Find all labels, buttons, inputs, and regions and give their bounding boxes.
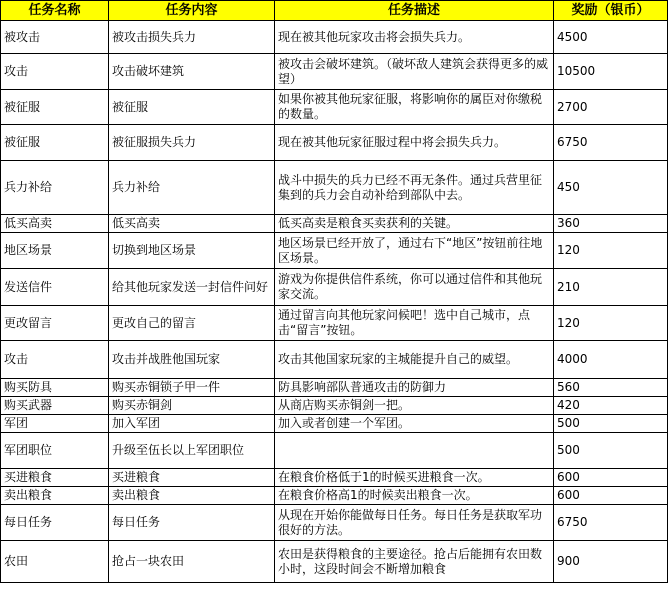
task-content-cell: 升级至伍长以上军团职位	[109, 433, 275, 469]
reward-cell: 210	[554, 269, 668, 306]
task-content-cell: 攻击破坏建筑	[109, 54, 275, 90]
table-row	[1, 379, 668, 397]
task-content-cell: 被征服损失兵力	[109, 125, 275, 161]
task-description-cell: 地区场景已经开放了，通过右下“地区”按钮前往地区场景。	[275, 233, 554, 269]
task-content-cell: 给其他玩家发送一封信件问好	[109, 269, 275, 306]
task-name-cell: 更改留言	[1, 306, 109, 341]
reward-cell: 450	[554, 161, 668, 215]
task-name-cell: 农田	[1, 541, 109, 583]
task-description-cell	[275, 433, 554, 469]
task-content-cell: 被征服	[109, 90, 275, 125]
reward-cell: 600	[554, 487, 668, 505]
task-name-cell: 军团	[1, 415, 109, 433]
header-row	[1, 1, 668, 21]
reward-cell: 4500	[554, 21, 668, 54]
task-description-cell: 游戏为你提供信件系统，你可以通过信件和其他玩家交流。	[275, 269, 554, 306]
table-row	[1, 541, 668, 583]
task-name-cell: 兵力补给	[1, 161, 109, 215]
task-name-cell: 地区场景	[1, 233, 109, 269]
reward-cell: 2700	[554, 90, 668, 125]
task-description-cell: 加入或者创建一个军团。	[275, 415, 554, 433]
reward-cell: 500	[554, 433, 668, 469]
task-name-cell: 低买高卖	[1, 215, 109, 233]
reward-cell: 120	[554, 306, 668, 341]
header-task-content: 任务内容	[109, 1, 275, 21]
task-description-cell: 现在被其他玩家征服过程中将会损失兵力。	[275, 125, 554, 161]
header-reward: 奖励（银币）	[554, 1, 668, 21]
header-task-name: 任务名称	[1, 1, 109, 21]
reward-cell: 4000	[554, 341, 668, 379]
task-description-cell: 从现在开始你能做每日任务。每日任务是获取军功很好的方法。	[275, 505, 554, 541]
task-content-cell: 买进粮食	[109, 469, 275, 487]
task-description-cell: 如果你被其他玩家征服，将影响你的属臣对你缴税的数量。	[275, 90, 554, 125]
task-content-cell: 卖出粮食	[109, 487, 275, 505]
task-name-cell: 被征服	[1, 125, 109, 161]
table-row	[1, 433, 668, 469]
task-description-cell: 低买高卖是粮食买卖获利的关键。	[275, 215, 554, 233]
task-name-cell: 攻击	[1, 341, 109, 379]
task-description-cell: 现在被其他玩家攻击将会损失兵力。	[275, 21, 554, 54]
task-content-cell: 切换到地区场景	[109, 233, 275, 269]
task-description-cell: 防具影响部队普通攻击的防御力	[275, 379, 554, 397]
table-row	[1, 306, 668, 341]
task-name-cell: 被攻击	[1, 21, 109, 54]
task-description-cell: 通过留言向其他玩家问候吧！选中自己城市，点击“留言”按钮。	[275, 306, 554, 341]
task-content-cell: 兵力补给	[109, 161, 275, 215]
task-content-cell: 购买赤铜剑	[109, 397, 275, 415]
task-content-cell: 更改自己的留言	[109, 306, 275, 341]
task-description-cell: 攻击其他国家玩家的主城能提升自己的威望。	[275, 341, 554, 379]
table-row	[1, 415, 668, 433]
task-content-cell: 攻击并战胜他国玩家	[109, 341, 275, 379]
table-row	[1, 487, 668, 505]
task-description-cell: 从商店购买赤铜剑一把。	[275, 397, 554, 415]
table-row	[1, 397, 668, 415]
task-description-cell: 在粮食价格低于1的时候买进粮食一次。	[275, 469, 554, 487]
table-row	[1, 233, 668, 269]
table-row	[1, 54, 668, 90]
task-name-cell: 买进粮食	[1, 469, 109, 487]
table-row	[1, 90, 668, 125]
task-name-cell: 攻击	[1, 54, 109, 90]
task-name-cell: 被征服	[1, 90, 109, 125]
task-content-cell: 被攻击损失兵力	[109, 21, 275, 54]
table-row	[1, 161, 668, 215]
reward-cell: 560	[554, 379, 668, 397]
task-name-cell: 购买武器	[1, 397, 109, 415]
table-row	[1, 215, 668, 233]
table-row	[1, 505, 668, 541]
task-description-cell: 农田是获得粮食的主要途径。抢占后能拥有农田数小时，这段时间会不断增加粮食	[275, 541, 554, 583]
header-task-description: 任务描述	[275, 1, 554, 21]
table-row	[1, 125, 668, 161]
task-description-cell: 战斗中损失的兵力已经不再无条件。通过兵营里征集到的兵力会自动补给到部队中去。	[275, 161, 554, 215]
reward-cell: 500	[554, 415, 668, 433]
task-content-cell: 加入军团	[109, 415, 275, 433]
table-row	[1, 341, 668, 379]
reward-cell: 10500	[554, 54, 668, 90]
reward-cell: 420	[554, 397, 668, 415]
task-description-cell: 被攻击会破坏建筑。（破坏敌人建筑会获得更多的威望）	[275, 54, 554, 90]
task-name-cell: 购买防具	[1, 379, 109, 397]
task-name-cell: 军团职位	[1, 433, 109, 469]
table-row	[1, 469, 668, 487]
reward-cell: 6750	[554, 505, 668, 541]
reward-cell: 360	[554, 215, 668, 233]
reward-cell: 900	[554, 541, 668, 583]
table-row	[1, 269, 668, 306]
task-name-cell: 卖出粮食	[1, 487, 109, 505]
reward-cell: 120	[554, 233, 668, 269]
task-content-cell: 每日任务	[109, 505, 275, 541]
task-name-cell: 每日任务	[1, 505, 109, 541]
task-name-cell: 发送信件	[1, 269, 109, 306]
task-description-cell: 在粮食价格高1的时候卖出粮食一次。	[275, 487, 554, 505]
task-content-cell: 低买高卖	[109, 215, 275, 233]
reward-cell: 6750	[554, 125, 668, 161]
task-content-cell: 抢占一块农田	[109, 541, 275, 583]
task-content-cell: 购买赤铜锁子甲一件	[109, 379, 275, 397]
table-row	[1, 21, 668, 54]
reward-cell: 600	[554, 469, 668, 487]
